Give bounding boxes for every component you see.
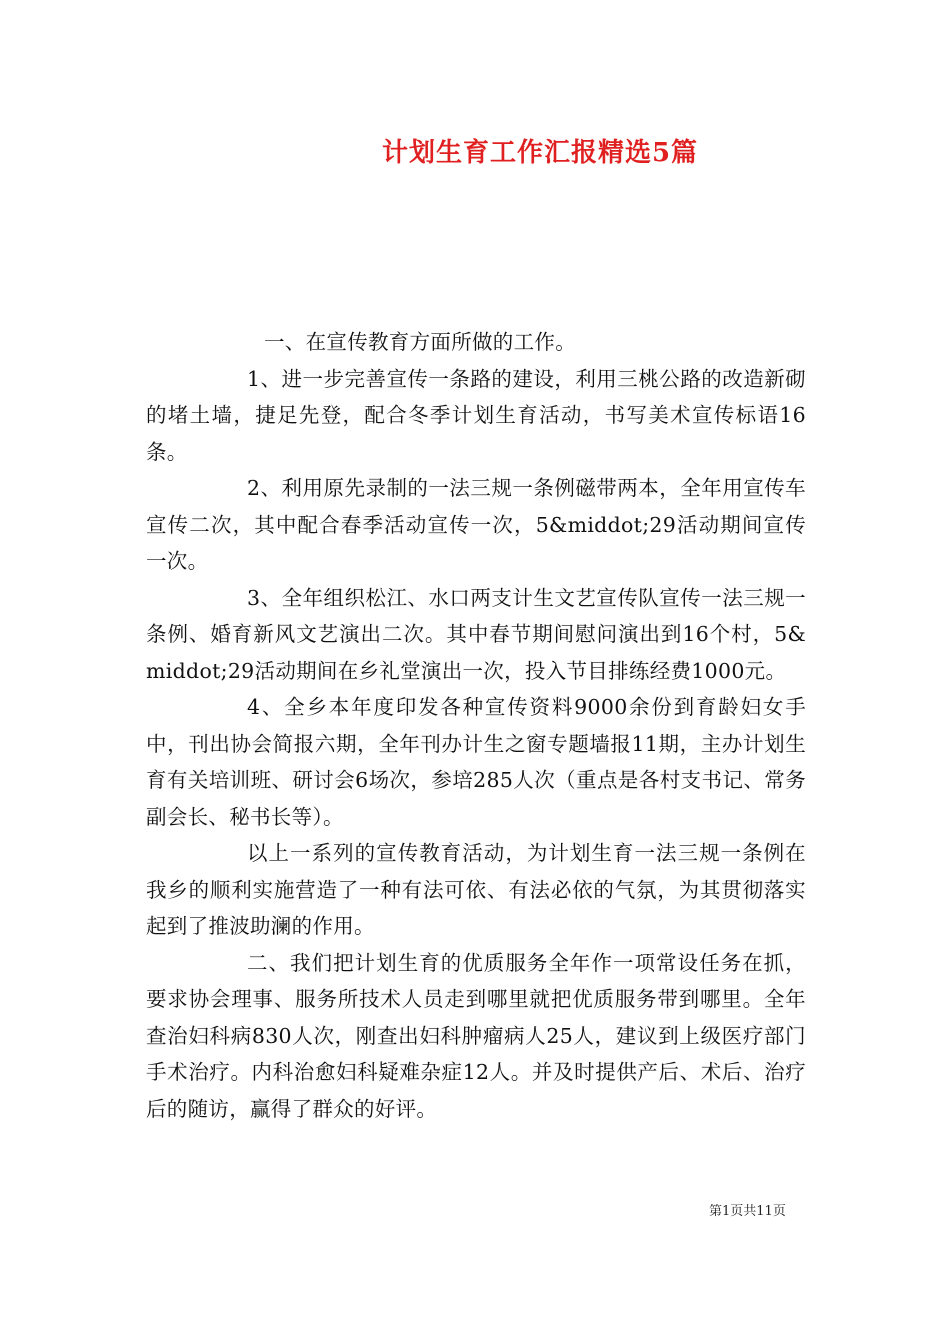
paragraph-3: 3、全年组织松江、水口两支计生文艺宣传队宣传一法三规一条例、婚育新风文艺演出二次。其中春节期间慰问演出到16个村，5&middot;29活动期间在乡礼堂演出一次，投入节目排练经费1000元。	[146, 585, 806, 683]
document-body	[146, 324, 806, 1127]
section-heading-1: 一、在宣传教育方面所做的工作。	[264, 330, 576, 354]
paragraph-4: 4、全乡本年度印发各种宣传资料9000余份到育龄妇女手中，刊出协会简报六期，全年刊办计生之窗专题墙报11期，主办计划生育有关培训班、研讨会6场次，参培285人次（重点是各村支书记、常务副会长、秘书长等）。	[146, 695, 806, 829]
paragraph-1: 1、进一步完善宣传一条路的建设，利用三桃公路的改造新砌的堵土墙，捷足先登，配合冬季计划生育活动，书写美术宣传标语16条。	[146, 366, 806, 464]
paragraph-summary: 以上一系列的宣传教育活动，为计划生育一法三规一条例在我乡的顺利实施营造了一种有法可依、有法必依的气氛，为其贯彻落实起到了推波助澜的作用。	[146, 841, 806, 938]
page-number-footer: 第1页共11页	[709, 1204, 786, 1219]
section-heading-2-paragraph: 二、我们把计划生育的优质服务全年作一项常设任务在抓，要求协会理事、服务所技术人员走到哪里就把优质服务带到哪里。全年查治妇科病830人次，刚查出妇科肿瘤病人25人，建议到上级医疗部门手术治疗。内科治愈妇科疑难杂症12人。并及时提供产后、术后、治疗后的随访，赢得了群众的好评。	[146, 950, 806, 1121]
paragraph-2: 2、利用原先录制的一法三规一条例磁带两本，全年用宣传车宣传二次，其中配合春季活动宣传一次，5&middot;29活动期间宣传一次。	[146, 476, 806, 573]
document-title: 计划生育工作汇报精选5篇	[381, 138, 699, 168]
